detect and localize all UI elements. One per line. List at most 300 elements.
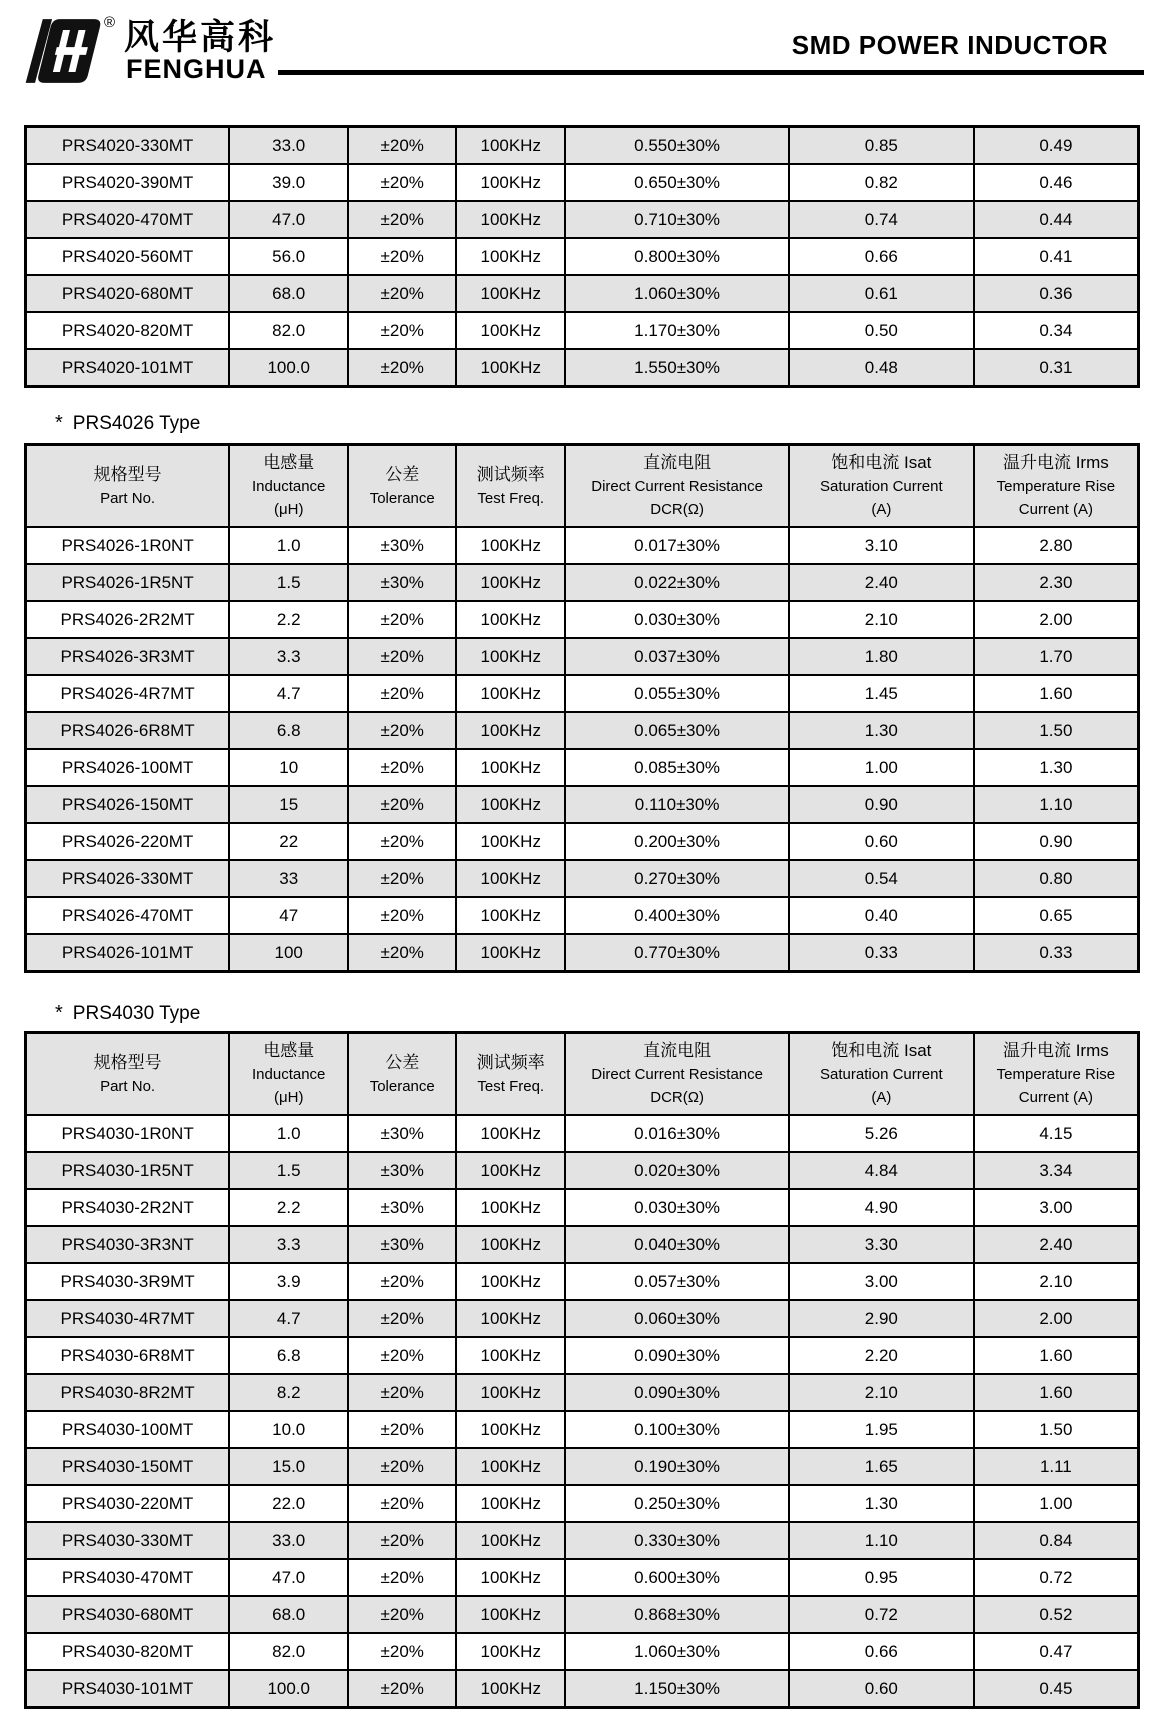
part-no-cell: PRS4030-220MT (26, 1485, 230, 1522)
irms-cell: 0.49 (974, 127, 1139, 165)
isat-cell: 3.30 (789, 1226, 974, 1263)
part-no-cell: PRS4026-220MT (26, 823, 230, 860)
tolerance-cell: ±20% (348, 786, 456, 823)
table-row (26, 1559, 1139, 1596)
isat-cell: 0.50 (789, 312, 974, 349)
col-header-inductance-line: (μH) (273, 1089, 304, 1106)
tolerance-cell: ±20% (348, 897, 456, 934)
col-header-isat (789, 445, 974, 528)
test-freq-cell: 100KHz (456, 638, 565, 675)
table-row (26, 860, 1139, 897)
table-row (26, 1633, 1139, 1670)
part-no-cell: PRS4026-6R8MT (26, 712, 230, 749)
inductance-cell: 10 (229, 749, 348, 786)
irms-cell: 0.41 (974, 238, 1139, 275)
isat-cell: 0.66 (789, 1633, 974, 1670)
isat-cell: 1.95 (789, 1411, 974, 1448)
irms-cell: 0.44 (974, 201, 1139, 238)
isat-cell: 2.40 (789, 564, 974, 601)
inductance-cell: 1.0 (229, 527, 348, 564)
inductance-cell: 33.0 (229, 1522, 348, 1559)
col-header-tolerance-line: 公差 (385, 464, 420, 484)
part-no-cell: PRS4026-470MT (26, 897, 230, 934)
col-header-isat (789, 1033, 974, 1116)
tolerance-cell: ±20% (348, 934, 456, 972)
tolerance-cell: ±30% (348, 1189, 456, 1226)
dcr-cell: 0.030±30% (565, 1189, 789, 1226)
dcr-cell: 0.022±30% (565, 564, 789, 601)
table-row (26, 564, 1139, 601)
col-header-isat-line: (A) (871, 501, 892, 518)
irms-cell: 1.00 (974, 1485, 1139, 1522)
part-no-cell: PRS4026-1R5NT (26, 564, 230, 601)
test-freq-cell: 100KHz (456, 1448, 565, 1485)
dcr-cell: 1.060±30% (565, 275, 789, 312)
test-freq-cell: 100KHz (456, 1115, 565, 1152)
test-freq-cell: 100KHz (456, 675, 565, 712)
test-freq-cell: 100KHz (456, 201, 565, 238)
part-no-cell: PRS4026-150MT (26, 786, 230, 823)
irms-cell: 0.34 (974, 312, 1139, 349)
test-freq-cell: 100KHz (456, 1300, 565, 1337)
col-header-irms-line: 温升电流 Irms (1002, 453, 1109, 472)
irms-cell: 0.65 (974, 897, 1139, 934)
col-header-inductance-line: (μH) (273, 501, 304, 518)
test-freq-cell: 100KHz (456, 1374, 565, 1411)
inductance-cell: 2.2 (229, 601, 348, 638)
test-freq-cell: 100KHz (456, 1633, 565, 1670)
part-no-cell: PRS4020-101MT (26, 349, 230, 387)
tolerance-cell: ±20% (348, 1374, 456, 1411)
inductance-cell: 68.0 (229, 1596, 348, 1633)
asterisk-marker: * (55, 412, 63, 434)
tolerance-cell: ±20% (348, 1559, 456, 1596)
inductance-cell: 47.0 (229, 1559, 348, 1596)
dcr-cell: 0.800±30% (565, 238, 789, 275)
inductance-cell: 4.7 (229, 675, 348, 712)
table-row (26, 675, 1139, 712)
inductance-cell: 22 (229, 823, 348, 860)
tolerance-cell: ±20% (348, 1448, 456, 1485)
dcr-cell: 0.020±30% (565, 1152, 789, 1189)
table-row (26, 1189, 1139, 1226)
dcr-cell: 0.055±30% (565, 675, 789, 712)
section-title-text: PRS4030 Type (72, 1003, 201, 1024)
irms-cell: 3.00 (974, 1189, 1139, 1226)
irms-cell: 1.60 (974, 1337, 1139, 1374)
irms-cell: 0.80 (974, 860, 1139, 897)
irms-cell: 1.30 (974, 749, 1139, 786)
col-header-irms (974, 1033, 1139, 1116)
table-row (26, 1596, 1139, 1633)
part-no-cell: PRS4020-390MT (26, 164, 230, 201)
dcr-cell: 0.040±30% (565, 1226, 789, 1263)
isat-cell: 1.65 (789, 1448, 974, 1485)
isat-cell: 0.90 (789, 786, 974, 823)
col-header-dcr-line: 直流电阻 (643, 453, 712, 472)
part-no-cell: PRS4026-3R3MT (26, 638, 230, 675)
col-header-part-no (26, 1033, 230, 1116)
tolerance-cell: ±20% (348, 312, 456, 349)
col-header-dcr-line: 直流电阻 (643, 1041, 712, 1060)
part-no-cell: PRS4026-101MT (26, 934, 230, 972)
test-freq-cell: 100KHz (456, 934, 565, 972)
table-row (26, 1374, 1139, 1411)
table-row (26, 1300, 1139, 1337)
dcr-cell: 0.100±30% (565, 1411, 789, 1448)
test-freq-cell: 100KHz (456, 823, 565, 860)
irms-cell: 2.00 (974, 601, 1139, 638)
part-no-cell: PRS4030-330MT (26, 1522, 230, 1559)
col-header-dcr-line: DCR(Ω) (650, 1089, 704, 1106)
test-freq-cell: 100KHz (456, 1596, 565, 1633)
test-freq-cell: 100KHz (456, 349, 565, 387)
irms-cell: 1.10 (974, 786, 1139, 823)
tolerance-cell: ±20% (348, 823, 456, 860)
irms-cell: 1.11 (974, 1448, 1139, 1485)
tolerance-cell: ±20% (348, 638, 456, 675)
irms-cell: 0.31 (974, 349, 1139, 387)
table-row (26, 1411, 1139, 1448)
isat-cell: 2.10 (789, 601, 974, 638)
test-freq-cell: 100KHz (456, 1559, 565, 1596)
test-freq-cell: 100KHz (456, 127, 565, 165)
isat-cell: 1.30 (789, 1485, 974, 1522)
part-no-cell: PRS4030-1R5NT (26, 1152, 230, 1189)
inductance-cell: 8.2 (229, 1374, 348, 1411)
irms-cell: 3.34 (974, 1152, 1139, 1189)
tolerance-cell: ±20% (348, 860, 456, 897)
isat-cell: 4.84 (789, 1152, 974, 1189)
dcr-cell: 0.030±30% (565, 601, 789, 638)
irms-cell: 0.33 (974, 934, 1139, 972)
tolerance-cell: ±30% (348, 1152, 456, 1189)
test-freq-cell: 100KHz (456, 527, 565, 564)
tolerance-cell: ±20% (348, 275, 456, 312)
part-no-cell: PRS4020-820MT (26, 312, 230, 349)
dcr-cell: 1.550±30% (565, 349, 789, 387)
header-rule (278, 70, 1144, 75)
tolerance-cell: ±20% (348, 1263, 456, 1300)
dcr-cell: 0.600±30% (565, 1559, 789, 1596)
inductance-cell: 100.0 (229, 349, 348, 387)
tolerance-cell: ±20% (348, 712, 456, 749)
tolerance-cell: ±20% (348, 1596, 456, 1633)
test-freq-cell: 100KHz (456, 564, 565, 601)
col-header-part-no-line: Part No. (100, 1077, 156, 1095)
tolerance-cell: ±20% (348, 601, 456, 638)
inductance-cell: 56.0 (229, 238, 348, 275)
dcr-cell: 0.090±30% (565, 1374, 789, 1411)
part-no-cell: PRS4030-6R8MT (26, 1337, 230, 1374)
test-freq-cell: 100KHz (456, 860, 565, 897)
test-freq-cell: 100KHz (456, 1522, 565, 1559)
irms-cell: 1.60 (974, 675, 1139, 712)
inductance-cell: 1.5 (229, 564, 348, 601)
dcr-cell: 0.016±30% (565, 1115, 789, 1152)
col-header-inductance-line: Inductance (252, 478, 326, 495)
inductance-cell: 3.3 (229, 1226, 348, 1263)
inductance-cell: 82.0 (229, 312, 348, 349)
table-row (26, 312, 1139, 349)
irms-cell: 1.50 (974, 712, 1139, 749)
isat-cell: 0.33 (789, 934, 974, 972)
page-title: SMD POWER INDUCTOR (791, 30, 1108, 60)
table-row (26, 201, 1139, 238)
part-no-cell: PRS4030-3R9MT (26, 1263, 230, 1300)
isat-cell: 0.60 (789, 823, 974, 860)
col-header-test-freq-line: Test Freq. (477, 489, 545, 507)
col-header-inductance-line: Inductance (252, 1066, 326, 1083)
inductance-cell: 47 (229, 897, 348, 934)
col-header-dcr-line: Direct Current Resistance (591, 1066, 763, 1083)
dcr-cell: 0.710±30% (565, 201, 789, 238)
inductance-cell: 15.0 (229, 1448, 348, 1485)
col-header-part-no-line: 规格型号 (93, 1052, 162, 1072)
isat-cell: 0.82 (789, 164, 974, 201)
isat-cell: 0.72 (789, 1596, 974, 1633)
test-freq-cell: 100KHz (456, 601, 565, 638)
table-row (26, 1485, 1139, 1522)
isat-cell: 0.48 (789, 349, 974, 387)
isat-cell: 0.85 (789, 127, 974, 165)
isat-cell: 2.90 (789, 1300, 974, 1337)
inductance-cell: 3.9 (229, 1263, 348, 1300)
irms-cell: 0.47 (974, 1633, 1139, 1670)
col-header-part-no-line: Part No. (100, 489, 156, 507)
test-freq-cell: 100KHz (456, 897, 565, 934)
test-freq-cell: 100KHz (456, 749, 565, 786)
isat-cell: 3.10 (789, 527, 974, 564)
dcr-cell: 0.330±30% (565, 1522, 789, 1559)
col-header-part-no (26, 445, 230, 528)
fenghua-logo-icon (24, 16, 102, 86)
table-row (26, 275, 1139, 312)
col-header-dcr-line: DCR(Ω) (650, 501, 704, 518)
inductance-cell: 47.0 (229, 201, 348, 238)
part-no-cell: PRS4020-470MT (26, 201, 230, 238)
isat-cell: 0.54 (789, 860, 974, 897)
tolerance-cell: ±30% (348, 1226, 456, 1263)
irms-cell: 0.45 (974, 1670, 1139, 1708)
tolerance-cell: ±20% (348, 1337, 456, 1374)
col-header-isat-line: (A) (871, 1089, 892, 1106)
table-row (26, 1448, 1139, 1485)
table-row (26, 1670, 1139, 1708)
dcr-cell: 0.550±30% (565, 127, 789, 165)
tolerance-cell: ±20% (348, 1485, 456, 1522)
col-header-irms-line: Current (A) (1018, 501, 1093, 518)
part-no-cell: PRS4030-470MT (26, 1559, 230, 1596)
col-header-test-freq-line: 测试频率 (476, 464, 545, 484)
test-freq-cell: 100KHz (456, 1189, 565, 1226)
table-row (26, 127, 1139, 165)
table-row (26, 1152, 1139, 1189)
dcr-cell: 0.057±30% (565, 1263, 789, 1300)
irms-cell: 1.50 (974, 1411, 1139, 1448)
part-no-cell: PRS4030-680MT (26, 1596, 230, 1633)
tolerance-cell: ±20% (348, 201, 456, 238)
inductance-cell: 15 (229, 786, 348, 823)
part-no-cell: PRS4030-1R0NT (26, 1115, 230, 1152)
isat-cell: 1.45 (789, 675, 974, 712)
inductance-cell: 2.2 (229, 1189, 348, 1226)
irms-cell: 0.46 (974, 164, 1139, 201)
inductance-cell: 6.8 (229, 1337, 348, 1374)
asterisk-marker: * (55, 1002, 63, 1024)
col-header-tolerance (348, 1033, 456, 1116)
isat-cell: 1.10 (789, 1522, 974, 1559)
part-no-cell: PRS4030-3R3NT (26, 1226, 230, 1263)
prs4030-table (24, 1031, 1140, 1709)
tolerance-cell: ±20% (348, 1300, 456, 1337)
test-freq-cell: 100KHz (456, 1411, 565, 1448)
irms-cell: 0.84 (974, 1522, 1139, 1559)
dcr-cell: 0.037±30% (565, 638, 789, 675)
irms-cell: 2.00 (974, 1300, 1139, 1337)
table-row (26, 164, 1139, 201)
dcr-cell: 0.868±30% (565, 1596, 789, 1633)
col-header-inductance-line: 电感量 (263, 453, 315, 472)
irms-cell: 4.15 (974, 1115, 1139, 1152)
col-header-dcr-line: Direct Current Resistance (591, 478, 763, 495)
test-freq-cell: 100KHz (456, 1670, 565, 1708)
table-row (26, 238, 1139, 275)
isat-cell: 1.30 (789, 712, 974, 749)
dcr-cell: 0.065±30% (565, 712, 789, 749)
test-freq-cell: 100KHz (456, 164, 565, 201)
isat-cell: 3.00 (789, 1263, 974, 1300)
col-header-inductance (229, 445, 348, 528)
inductance-cell: 10.0 (229, 1411, 348, 1448)
irms-cell: 1.70 (974, 638, 1139, 675)
dcr-cell: 0.110±30% (565, 786, 789, 823)
isat-cell: 0.61 (789, 275, 974, 312)
irms-cell: 0.72 (974, 1559, 1139, 1596)
irms-cell: 1.60 (974, 1374, 1139, 1411)
dcr-cell: 0.090±30% (565, 1337, 789, 1374)
inductance-cell: 68.0 (229, 275, 348, 312)
dcr-cell: 0.770±30% (565, 934, 789, 972)
part-no-cell: PRS4030-100MT (26, 1411, 230, 1448)
table-header-row (26, 445, 1139, 528)
page-header (0, 0, 1152, 100)
isat-cell: 4.90 (789, 1189, 974, 1226)
col-header-irms-line: Temperature Rise (996, 478, 1116, 495)
irms-cell: 0.36 (974, 275, 1139, 312)
col-header-test-freq (456, 445, 565, 528)
part-no-cell: PRS4026-330MT (26, 860, 230, 897)
table-row (26, 601, 1139, 638)
col-header-test-freq-line: 测试频率 (476, 1052, 545, 1072)
col-header-test-freq (456, 1033, 565, 1116)
part-no-cell: PRS4030-820MT (26, 1633, 230, 1670)
dcr-cell: 0.200±30% (565, 823, 789, 860)
col-header-irms-line: Temperature Rise (996, 1066, 1116, 1083)
test-freq-cell: 100KHz (456, 238, 565, 275)
irms-cell: 2.30 (974, 564, 1139, 601)
isat-cell: 2.10 (789, 1374, 974, 1411)
col-header-inductance (229, 1033, 348, 1116)
part-no-cell: PRS4026-2R2MT (26, 601, 230, 638)
tolerance-cell: ±20% (348, 164, 456, 201)
part-no-cell: PRS4020-680MT (26, 275, 230, 312)
irms-cell: 0.90 (974, 823, 1139, 860)
logo-english-name: FENGHUA (126, 54, 267, 84)
part-no-cell: PRS4020-330MT (26, 127, 230, 165)
part-no-cell: PRS4030-2R2NT (26, 1189, 230, 1226)
table-row (26, 823, 1139, 860)
table-row (26, 638, 1139, 675)
table-row (26, 1226, 1139, 1263)
table-row (26, 527, 1139, 564)
part-no-cell: PRS4026-100MT (26, 749, 230, 786)
dcr-cell: 1.170±30% (565, 312, 789, 349)
part-no-cell: PRS4030-8R2MT (26, 1374, 230, 1411)
dcr-cell: 1.150±30% (565, 1670, 789, 1708)
col-header-dcr (565, 445, 789, 528)
dcr-cell: 0.085±30% (565, 749, 789, 786)
table-row (26, 786, 1139, 823)
col-header-isat-line: Saturation Current (820, 1066, 943, 1083)
tolerance-cell: ±30% (348, 564, 456, 601)
test-freq-cell: 100KHz (456, 1152, 565, 1189)
part-no-cell: PRS4020-560MT (26, 238, 230, 275)
isat-cell: 0.40 (789, 897, 974, 934)
test-freq-cell: 100KHz (456, 712, 565, 749)
isat-cell: 1.80 (789, 638, 974, 675)
table-row (26, 934, 1139, 972)
col-header-irms (974, 445, 1139, 528)
inductance-cell: 22.0 (229, 1485, 348, 1522)
tolerance-cell: ±20% (348, 675, 456, 712)
col-header-isat-line: 饱和电流 Isat (831, 453, 932, 472)
col-header-part-no-line: 规格型号 (93, 464, 162, 484)
isat-cell: 0.66 (789, 238, 974, 275)
tolerance-cell: ±30% (348, 527, 456, 564)
dcr-cell: 0.400±30% (565, 897, 789, 934)
section-title-text: PRS4026 Type (72, 413, 201, 434)
prs4020-table (24, 125, 1140, 388)
tolerance-cell: ±20% (348, 1670, 456, 1708)
dcr-cell: 1.060±30% (565, 1633, 789, 1670)
col-header-tolerance-line: Tolerance (369, 1077, 435, 1095)
inductance-cell: 100.0 (229, 1670, 348, 1708)
table-row (26, 1115, 1139, 1152)
tolerance-cell: ±20% (348, 749, 456, 786)
table-row (26, 712, 1139, 749)
col-header-isat-line: Saturation Current (820, 478, 943, 495)
tolerance-cell: ±30% (348, 1115, 456, 1152)
dcr-cell: 0.017±30% (565, 527, 789, 564)
col-header-test-freq-line: Test Freq. (477, 1077, 545, 1095)
part-no-cell: PRS4030-4R7MT (26, 1300, 230, 1337)
tolerance-cell: ±20% (348, 127, 456, 165)
test-freq-cell: 100KHz (456, 1226, 565, 1263)
inductance-cell: 82.0 (229, 1633, 348, 1670)
test-freq-cell: 100KHz (456, 786, 565, 823)
irms-cell: 2.40 (974, 1226, 1139, 1263)
test-freq-cell: 100KHz (456, 1337, 565, 1374)
part-no-cell: PRS4030-101MT (26, 1670, 230, 1708)
test-freq-cell: 100KHz (456, 275, 565, 312)
table-row (26, 1337, 1139, 1374)
dcr-cell: 0.250±30% (565, 1485, 789, 1522)
inductance-cell: 39.0 (229, 164, 348, 201)
dcr-cell: 0.190±30% (565, 1448, 789, 1485)
registered-trademark-icon: ® (104, 14, 116, 31)
tolerance-cell: ±20% (348, 238, 456, 275)
